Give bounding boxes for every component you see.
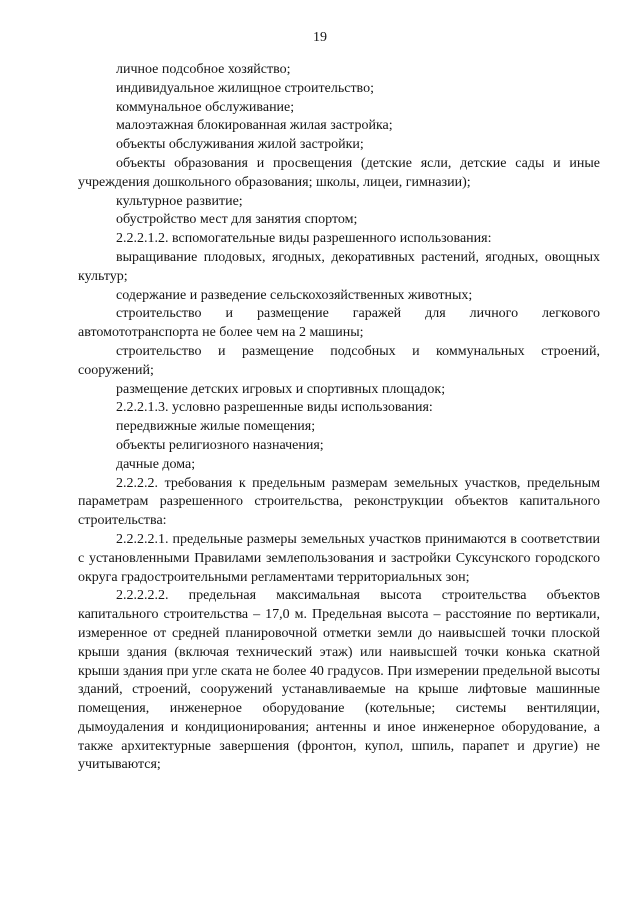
document-body — [78, 61, 600, 775]
paragraph: строительство и размещение гаражей для личного легкового автомототранспорта не более чем на 2 машины; — [78, 306, 600, 341]
paragraph: объекты религиозного назначения; — [116, 437, 324, 453]
paragraph: дачные дома; — [116, 456, 196, 472]
paragraph: содержание и разведение сельскохозяйственных животных; — [116, 287, 473, 303]
paragraph: малоэтажная блокированная жилая застройка; — [116, 118, 393, 134]
paragraph: личное подсобное хозяйство; — [116, 62, 291, 77]
paragraph: культурное развитие; — [116, 193, 243, 209]
paragraph: объекты образования и просвещения (детские ясли, детские сады и иные учреждения дошкольного образования; школы, лицеи, гимназии); — [78, 155, 600, 190]
section-heading: 2.2.2.1.3. условно разрешенные виды использования: — [116, 400, 433, 416]
paragraph: строительство и размещение подсобных и коммунальных строений, сооружений; — [78, 343, 600, 378]
section-heading: 2.2.2.1.2. вспомогательные виды разрешенного использования: — [116, 231, 492, 247]
paragraph: индивидуальное жилищное строительство; — [116, 80, 374, 96]
paragraph: размещение детских игровых и спортивных площадок; — [116, 381, 446, 397]
paragraph: коммунальное обслуживание; — [116, 99, 295, 115]
section-heading: 2.2.2.2. требования к предельным размерам земельных участков, предельным параметрам разрешенного строительства, реконструкции объектов капитального строительства: — [78, 475, 600, 529]
paragraph: обустройство мест для занятия спортом; — [116, 212, 358, 228]
paragraph: объекты обслуживания жилой застройки; — [116, 137, 364, 153]
paragraph: выращивание плодовых, ягодных, декоративных растений, ягодных, овощных культур; — [78, 249, 600, 284]
paragraph: 2.2.2.2.2. предельная максимальная высота строительства объектов капитального строительства – 17,0 м. Предельная высота – расстояние по вертикали, измеренное от средней планировочной отметки земли до наивысшей точки плоской крыши здания (включая технический этаж) или наивысшей точки конька скатной крыши здания при угле ската не более 40 градусов. При измерении предельной высоты зданий, строений, сооружений устанавливаемые на крыше лифтовые машинные помещения, инженерное оборудование (котельные; системы вентиляции, дымоудаления и кондиционирования; антенны и иное инженерное оборудование, а также архитектурные завершения (фронтон, купол, шпиль, парапет и другие) не учитываются; — [78, 588, 600, 773]
paragraph: передвижные жилые помещения; — [116, 419, 316, 435]
paragraph: 2.2.2.2.1. предельные размеры земельных участков принимаются в соответствии с установленными Правилами землепользования и застройки Суксунского городского округа градостроительными регламентами территориальных зон; — [78, 531, 600, 585]
page-number: 19 — [313, 30, 327, 45]
